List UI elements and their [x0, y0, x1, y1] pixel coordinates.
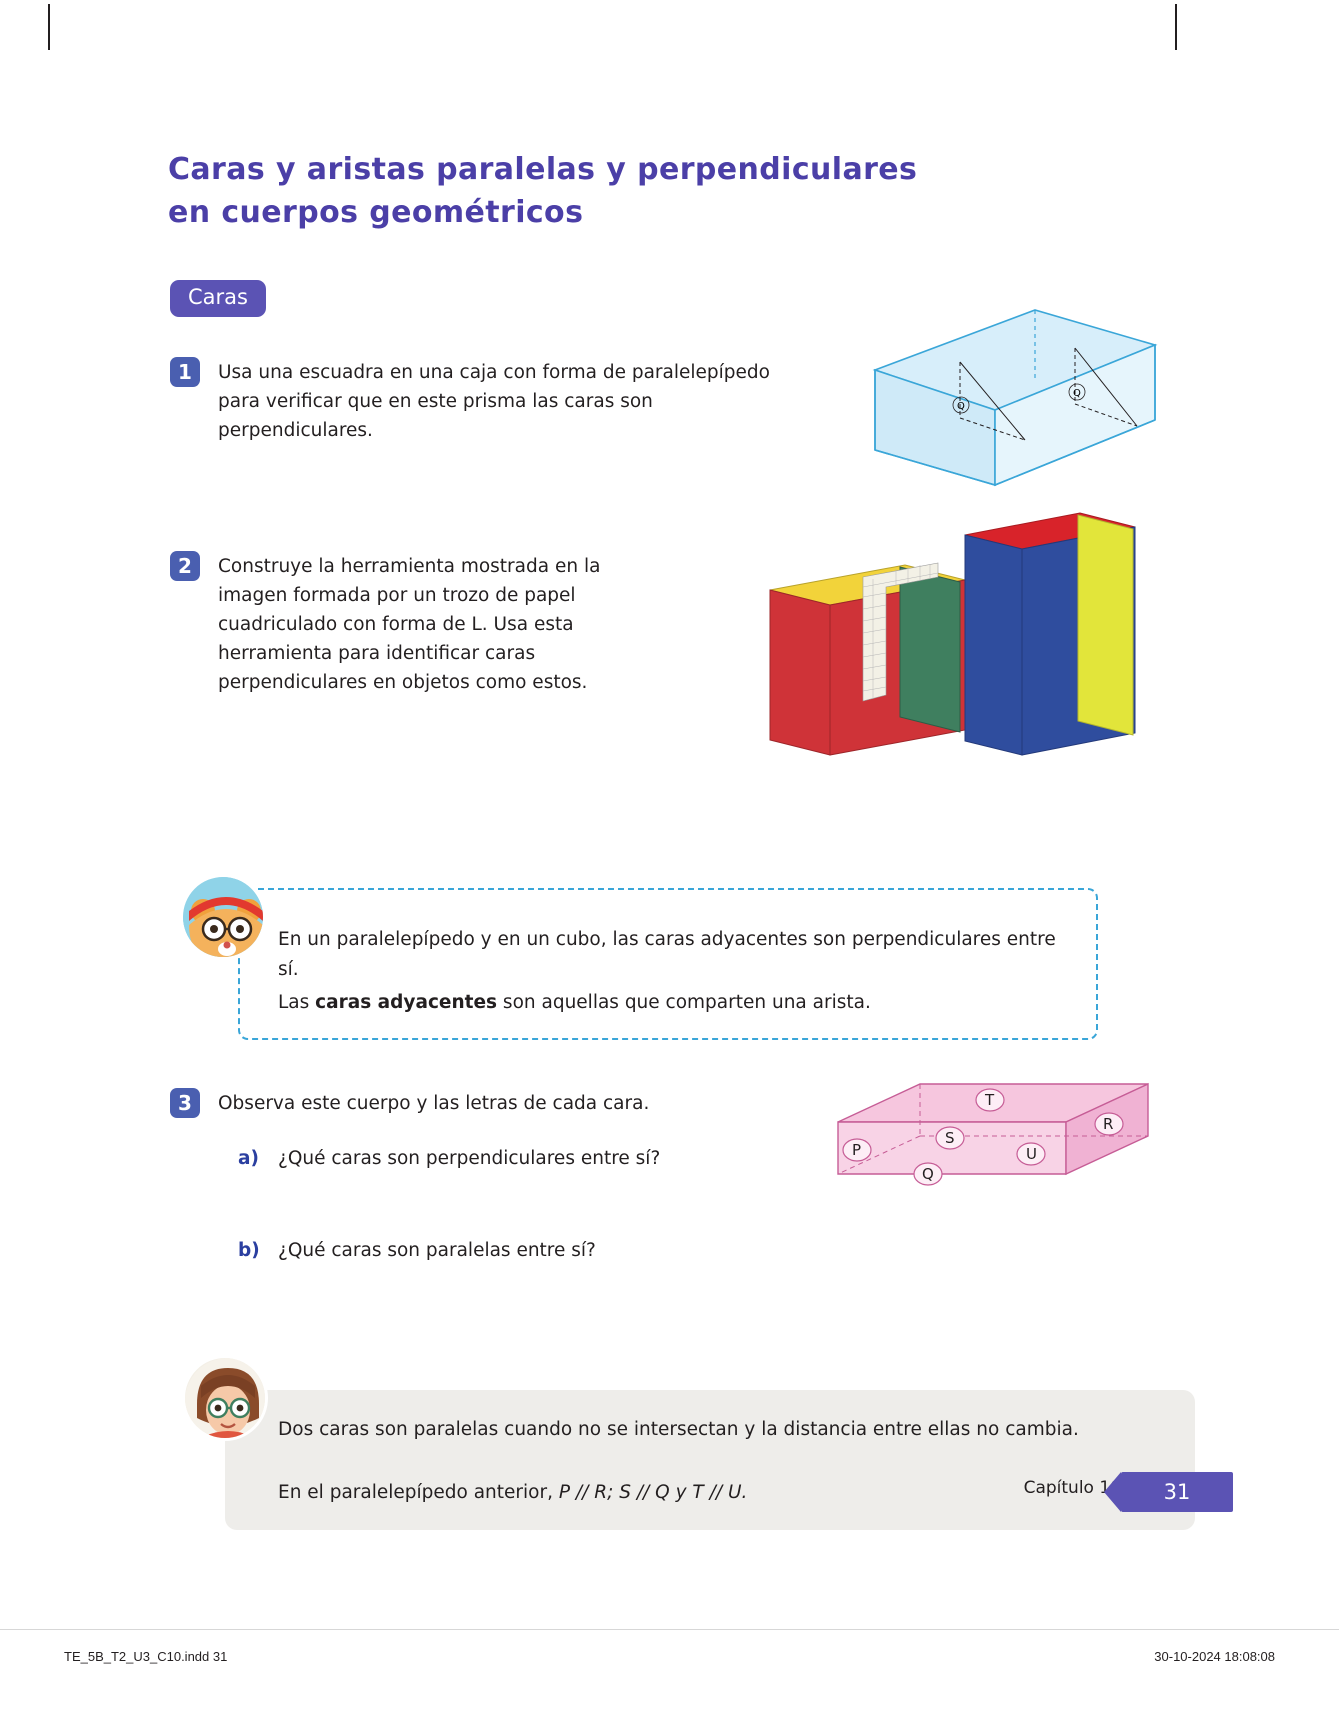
svg-text:S: S	[945, 1129, 955, 1147]
tip-box-grey	[225, 1390, 1195, 1530]
question-text-b: ¿Qué caras son paralelas entre sí?	[278, 1240, 596, 1261]
item-number-2: 2	[170, 551, 200, 581]
tip-dashed-p2-bold: caras adyacentes	[315, 992, 498, 1013]
tip-grey-p2-italic: P // R; S // Q y T // U.	[558, 1482, 748, 1503]
svg-text:Q: Q	[1073, 388, 1081, 399]
item-number-3: 3	[170, 1088, 200, 1118]
page-title	[168, 148, 988, 234]
tip-dashed-paragraph-2	[278, 988, 1068, 1018]
footer-file-name: TE_5B_T2_U3_C10.indd 31	[64, 1649, 228, 1664]
page-number: 31	[1121, 1472, 1233, 1512]
tip-dashed-paragraph-1: En un paralelepípedo y en un cubo, las caras adyacentes son perpendiculares entre sí.	[278, 929, 1056, 980]
section-chip-caras: Caras	[170, 280, 266, 317]
page-title-line2: en cuerpos geométricos	[168, 195, 584, 230]
svg-text:P: P	[852, 1141, 862, 1159]
footer-divider	[0, 1629, 1339, 1630]
figure-coloured-books	[760, 505, 1190, 795]
avatar-mouse	[180, 874, 266, 960]
svg-text:U: U	[1026, 1145, 1037, 1163]
svg-text:R: R	[1103, 1115, 1114, 1133]
tip-grey-paragraph-1: Dos caras son paralelas cuando no se intersectan y la distancia entre ellas no cambia.	[278, 1419, 1079, 1440]
svg-text:Q: Q	[922, 1165, 934, 1183]
tip-grey-p2-pre: En el paralelepípedo anterior,	[278, 1482, 559, 1503]
svg-text:T: T	[985, 1091, 995, 1109]
crop-mark-top-right	[1175, 4, 1177, 50]
figure-pink-prism	[830, 1070, 1160, 1210]
item-number-1: 1	[170, 357, 200, 387]
question-letter-a: a)	[238, 1148, 259, 1169]
tip-dashed-p2-pre: Las	[278, 992, 316, 1013]
footer-timestamp: 30-10-2024 18:08:08	[1154, 1649, 1275, 1664]
avatar-girl	[182, 1355, 268, 1441]
chapter-label: Capítulo 10	[1023, 1478, 1121, 1498]
tip-grey-paragraph-2	[278, 1478, 1098, 1508]
crop-mark-top-left	[48, 4, 50, 50]
item-text-3: Observa este cuerpo y las letras de cada cara.	[218, 1093, 650, 1114]
item-text-2: Construye la herramienta mostrada en la imagen formada por un trozo de papel cuadriculado con forma de L. Usa esta herramienta para identificar caras perpendiculares en objetos como estos.	[218, 556, 601, 693]
page-title-line1: Caras y aristas paralelas y perpendiculares	[168, 152, 918, 187]
item-text-1: Usa una escuadra en una caja con forma de paralelepípedo para verificar que en este prisma las caras son perpendiculares.	[218, 362, 770, 441]
figure-open-box	[865, 300, 1165, 510]
question-text-a: ¿Qué caras son perpendiculares entre sí?	[278, 1148, 661, 1169]
svg-text:Q: Q	[957, 401, 965, 412]
question-letter-b: b)	[238, 1240, 260, 1261]
tip-dashed-p2-post: son aquellas que comparten una arista.	[497, 992, 871, 1013]
